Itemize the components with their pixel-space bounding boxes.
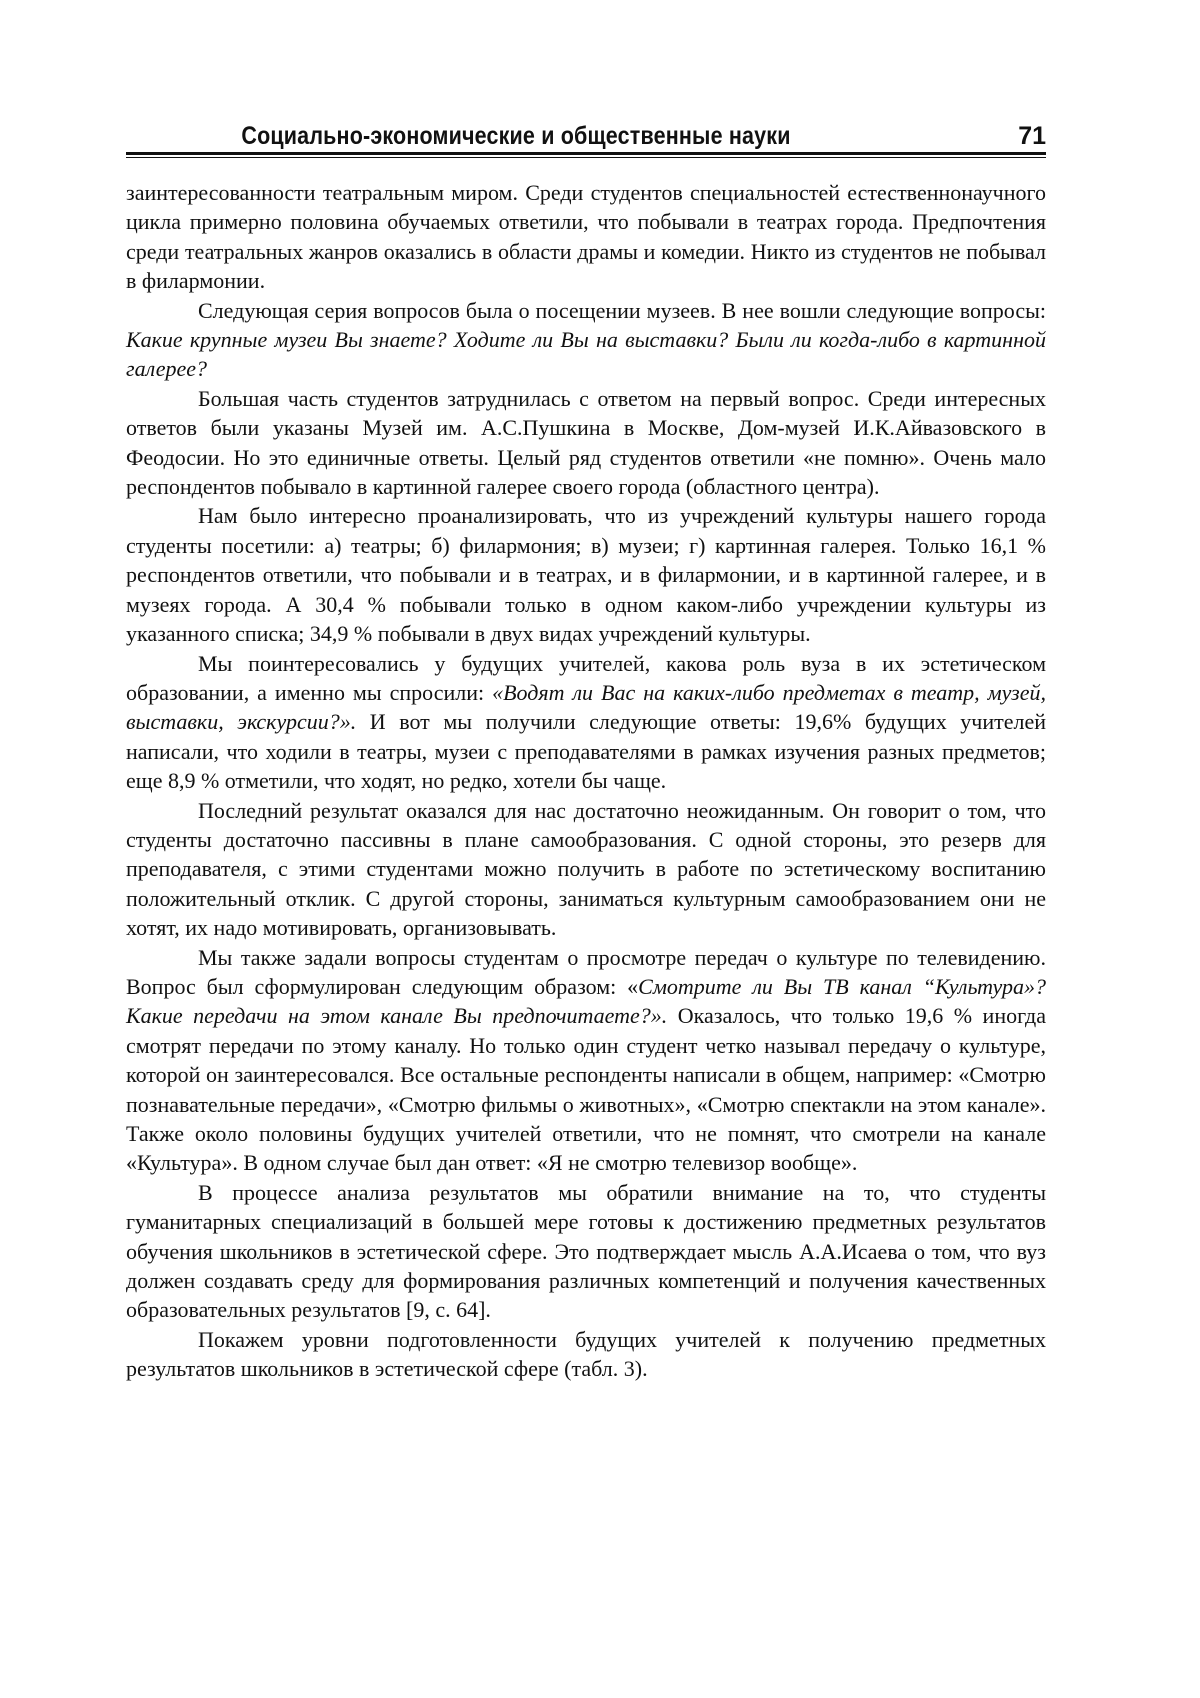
page-header <box>126 122 1046 152</box>
text-run: Следующая серия вопросов была о посещении музеев. В нее вошли следующие вопросы: <box>198 297 1046 323</box>
paragraph <box>126 178 1046 296</box>
paragraph <box>126 1178 1046 1325</box>
text-run: И вот мы получили следующие ответы: 19,6% будущих учителей написали, что ходили в театры, музеи с преподавателями в рамках изучения разных предметов; еще 8,9 % отметили, что ходят, но редко, хотели бы чаще. <box>126 709 1046 794</box>
paragraph <box>126 1325 1046 1384</box>
paragraph <box>126 501 1046 648</box>
body-text <box>126 178 1046 1384</box>
paragraph <box>126 649 1046 796</box>
paragraph <box>126 296 1046 384</box>
text-run: Нам было интересно проанализировать, что из учреждений культуры нашего города студенты посетили: а) театры; б) филармония; в) музеи; г) картинная галерея. Только 16,1 % респондентов ответили, что побывали и в театрах, и в филармонии, и в картинной галерее, и в музеях города. А 30,4 % побывали только в одном каком-либо учреждении культуры из указанного списка; 34,9 % побывали в двух видах учреждений культуры. <box>126 503 1046 647</box>
italic-run: «Водят ли Вас на каких-либо предметах в театр, музей, выставки, экскурсии?». <box>126 679 1046 735</box>
header-rule-thin <box>126 157 1046 158</box>
text-run: В процессе анализа результатов мы обратили внимание на то, что студенты гуманитарных специализаций в большей мере готовы к достижению предметных результатов обучения школьников в эстетической сфере. Это подтверждает мысль А.А.Исаева о том, что вуз должен создавать среду для формирования различных компетенций и получения качественных образовательных результатов [9, с. 64]. <box>126 1179 1046 1323</box>
text-run: заинтересованности театральным миром. Среди студентов специальностей естественнонаучного цикла примерно половина обучаемых ответили, что побывали в театрах города. Предпочтения среди театральных жанров оказались в области драмы и комедии. Никто из студентов не побывал в филармонии. <box>126 180 1046 294</box>
text-run: Мы поинтересовались у будущих учителей, какова роль вуза в их эстетическом образовании, а именно мы спросили: <box>126 650 1046 705</box>
paragraph <box>126 384 1046 502</box>
text-run: Мы также задали вопросы студентам о просмотре передач о культуре по телевидению. Вопрос был сформулирован следующим образом: « <box>126 944 1046 999</box>
page-number: 71 <box>1018 122 1046 150</box>
text-run: Большая часть студентов затруднилась с ответом на первый вопрос. Среди интересных ответов были указаны Музей им. А.С.Пушкина в Москве, Дом-музей И.К.Айвазовского в Феодосии. Но это единичные ответы. Целый ряд студентов ответили «не помню». Очень мало респондентов побывало в картинной галерее своего города (областного центра). <box>126 385 1046 500</box>
running-title: Социально-экономические и общественные науки <box>241 122 791 150</box>
paragraph <box>126 943 1046 1178</box>
text-run: Последний результат оказался для нас достаточно неожиданным. Он говорит о том, что студенты достаточно пассивны в плане самообразования. С одной стороны, это резерв для преподавателя, с этими студентами можно получить в работе по эстетическому воспитанию положительный отклик. С другой стороны, заниматься культурным самообразованием они не хотят, их надо мотивировать, организовывать. <box>126 797 1046 941</box>
italic-run: Смотрите ли Вы ТВ канал “Культура»? Какие передачи на этом канале Вы предпочитаете?». <box>126 973 1046 1029</box>
italic-run: Какие крупные музеи Вы знаете? Ходите ли Вы на выставки? Были ли когда-либо в картинной галерее? <box>126 327 1046 382</box>
text-run: Покажем уровни подготовленности будущих учителей к получению предметных результатов школьников в эстетической сфере (табл. 3). <box>126 1326 1046 1382</box>
header-rule-thick <box>126 152 1046 155</box>
text-run: Оказалось, что только 19,6 % иногда смотрят передачи по этому каналу. Но только один студент четко называл передачу о культуре, которой он заинтересовался. Все остальные респонденты написали в общем, например: «Смотрю познавательные передачи», «Смотрю фильмы о животных», «Смотрю спектакли на этом канале». Также около половины будущих учителей ответили, что не помнят, что смотрели на канале «Культура». В одном случае был дан ответ: «Я не смотрю телевизор вообще». <box>126 1003 1046 1176</box>
paragraph <box>126 796 1046 943</box>
